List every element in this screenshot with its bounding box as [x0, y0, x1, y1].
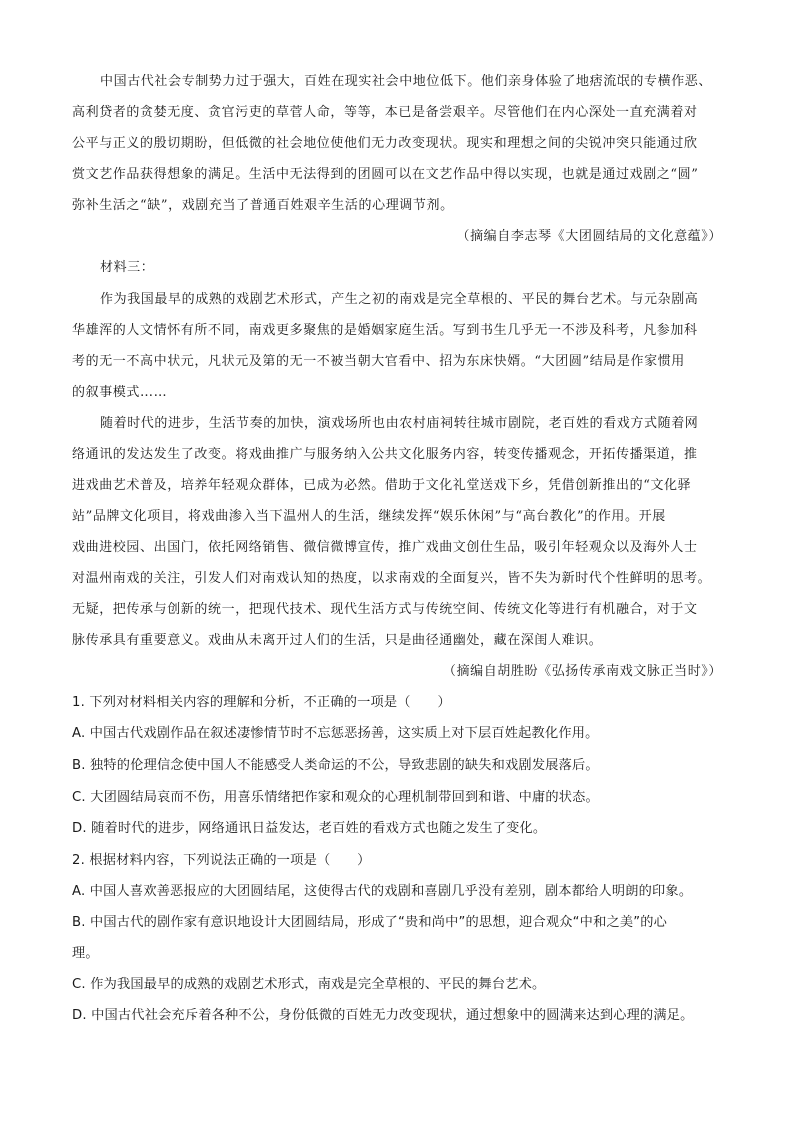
question-1-option-b[interactable]: B. 独特的伦理信念使中国人不能感受人类命运的不公，导致悲剧的缺失和戏剧发展落后。: [72, 758, 599, 773]
material3-source: （摘编自胡胜盼《弘扬传承南戏文脉正当时》）: [442, 664, 722, 679]
material2-line: 高利贷者的贪婪无度、贪官污吏的草菅人命，等等，本已是备尝艰辛。尽管他们在内心深处一直充满着对: [72, 105, 698, 120]
material2-line: 中国古代社会专制势力过于强大，百姓在现实社会中地位低下。他们亲身体验了地痞流氓的专横作恶、: [100, 74, 713, 89]
material3-p1-line: 作为我国最早的成熟的戏剧艺术形式，产生之初的南戏是完全草根的、平民的舞台艺术。与元杂剧高: [100, 292, 699, 307]
question-1-option-d[interactable]: D. 随着时代的进步，网络通讯日益发达，老百姓的看戏方式也随之发生了变化。: [72, 821, 547, 836]
question-1-option-a[interactable]: A. 中国古代戏剧作品在叙述凄惨情节时不忘惩恶扬善，这实质上对下层百姓起教化作用。: [72, 726, 599, 741]
material2-line: 赏文艺作品获得想象的满足。生活中无法得到的团圆可以在文艺作品中得以实现，也就是通过戏剧之“圆”: [72, 167, 699, 182]
question-1-stem: 1. 下列对材料相关内容的理解和分析，不正确的一项是（ ）: [72, 695, 451, 710]
material3-p2-line: 络通讯的发达发生了改变。将戏曲推广与服务纳入公共文化服务内容，转变传播观念，开拓传播渠道，推: [72, 447, 698, 462]
material3-p1-line: 考的无一不高中状元，凡状元及第的无一不被当朝大官看中、招为东床快婿。“大团圆”结局是作家惯用: [72, 354, 685, 369]
material3-p1-line: 华雄浑的人文情怀有所不同，南戏更多聚焦的是婚姻家庭生活。写到书生几乎无一不涉及科考，凡参加科: [72, 323, 698, 338]
question-2-stem: 2. 根据材料内容，下列说法正确的一项是（ ）: [72, 853, 371, 868]
material3-p2-line: 站”品牌文化项目，将戏曲渗入当下温州人的生活，继续发挥“娱乐休闲”与“高台教化”的作用。开展: [72, 509, 666, 524]
question-2-option-b[interactable]: B. 中国古代的剧作家有意识地设计大团圆结局，形成了“贵和尚中”的思想，迎合观众“中和之美”的心: [72, 915, 668, 930]
material3-p1-line: 的叙事模式……: [72, 385, 168, 400]
material2-source: （摘编自李志琴《大团圆结局的文化意蕴》）: [456, 229, 722, 244]
question-2-option-c[interactable]: C. 作为我国最早的成熟的戏剧艺术形式，南戏是完全草根的、平民的舞台艺术。: [72, 977, 546, 992]
question-2-option-b-cont: 理。: [72, 946, 99, 961]
material3-heading: 材料三：: [100, 260, 155, 275]
material2-line: 公平与正义的殷切期盼，但低微的社会地位使他们无力改变现状。现实和理想之间的尖锐冲突只能通过欣: [72, 136, 698, 151]
material3-p2-line: 对温州南戏的关注，引发人们对南戏认知的热度，以求南戏的全面复兴，皆不失为新时代个性鲜明的思考。: [72, 571, 712, 586]
question-2-option-d[interactable]: D. 中国古代社会充斥着各种不公，身份低微的百姓无力改变现状，通过想象中的圆满来达到心理的满足。: [72, 1008, 694, 1023]
material3-p2-line: 随着时代的进步，生活节奏的加快，演戏场所也由农村庙祠转往城市剧院，老百姓的看戏方式随着网: [100, 416, 699, 431]
material3-p2-line: 进戏曲艺术普及，培养年轻观众群体，已成为必然。借助于文化礼堂送戏下乡，凭借创新推出的“文化驿: [72, 478, 692, 493]
material3-p2-line: 戏曲进校园、出国门，依托网络销售、微信微博宣传，推广戏曲文创仕生品，吸引年轻观众以及海外人士: [72, 540, 698, 555]
question-2-option-a[interactable]: A. 中国人喜欢善恶报应的大团圆结尾，这使得古代的戏剧和喜剧几乎没有差别，剧本都给人明朗的印象。: [72, 884, 693, 899]
material2-line: 弥补生活之“缺”，戏剧充当了普通百姓艰辛生活的心理调节剂。: [72, 198, 454, 213]
question-1-option-c[interactable]: C. 大团圆结局哀而不伤，用喜乐情绪把作家和观众的心理机制带回到和谐、中庸的状态。: [72, 790, 599, 805]
material3-p2-line: 无疑，把传承与创新的统一，把现代技术、现代生活方式与传统空间、传统文化等进行有机融合，对于文: [72, 602, 698, 617]
material3-p2-line: 脉传承具有重要意义。戏曲从未离开过人们的生活，只是曲径通幽处，藏在深闺人难识。: [72, 633, 603, 648]
